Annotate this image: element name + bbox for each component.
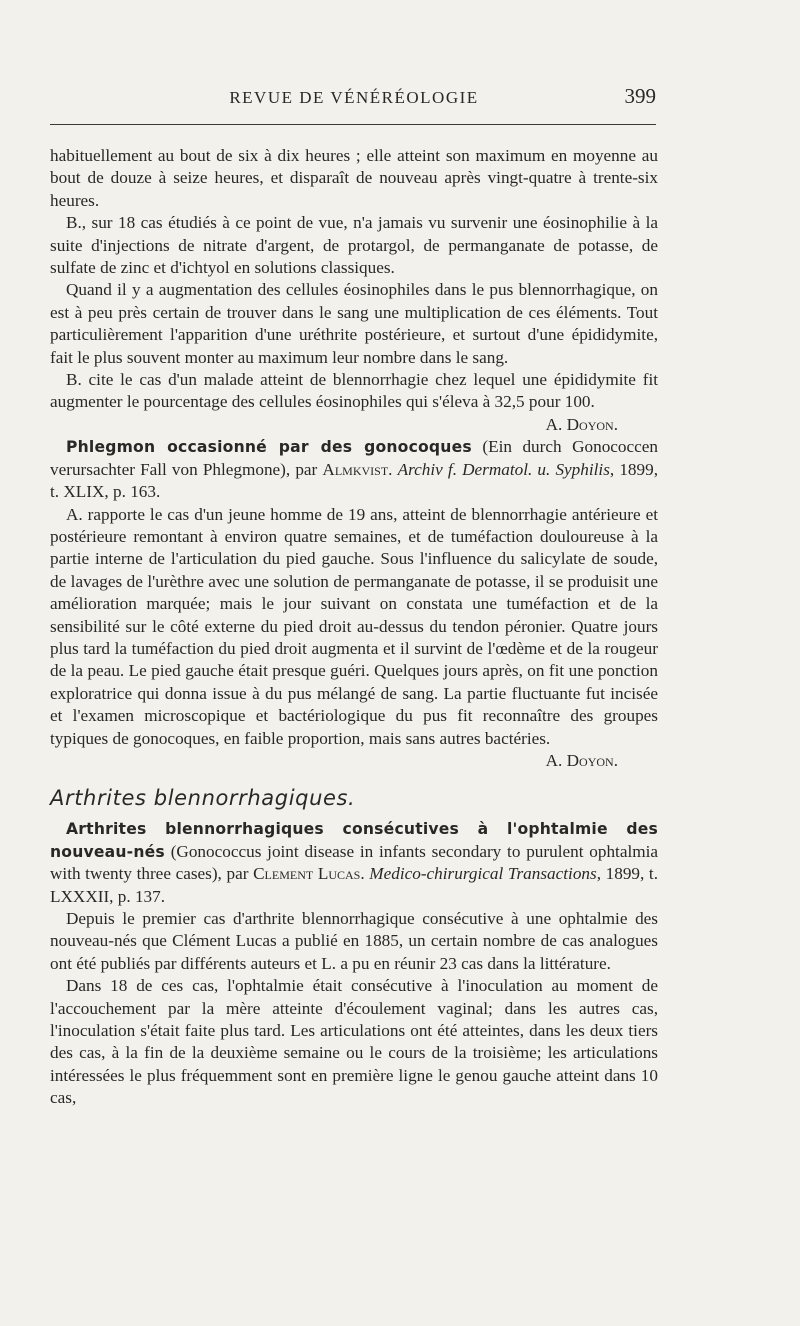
author-name: Almkvist [322,459,389,479]
paragraph: B., sur 18 cas étudiés à ce point de vue, n'a jamais vu survenir une éosinophilie à la suite d'injections de nitrate d'argent, de protargol, de permanganate de potasse, de sulfate de zinc et d'ichtyol en solutions classiques. [50,213,658,278]
paragraph-text: A. rapporte le cas d'un jeune homme de 19 ans, atteint de blennorrhagie antérieure et postérieure remontant à environ quatre semaines, et de tuméfaction douloureuse à la partie interne de l'articulation du pied gauche. Sous l'influence du salicylate de soude, de lavages de l'urèthre avec une solution de permanganate de potasse, il se produisit une amélioration marquée; mais le jour suivant on constata une tuméfaction et de la sensibilité sur le côté externe du pied droit au-dessus du tendon péronier. Quatre jours plus tard la tuméfaction du pied droit augmenta et il survint de l'œdème et de la rougeur de la peau. Le pied gauche était presque guéri. Quelques jours après, on fit une ponction exploratrice qui donna issue à du pus mélangé de sang. La partie fluctuante fut incisée et l'examen microscopique et bactériologique du pus fit reconnaître des groupes typiques de gonocoques, en faible proportion, mais sans autres bactéries. [50,504,658,748]
paragraph [50,369,658,436]
citation-text: (Ein durch Gonococcen verursachter Fall von Phlegmone), par [50,437,659,479]
journal-name: Archiv f. Dermatol. u. Syphilis [397,459,610,479]
citation-separator: . [360,864,370,884]
signature: A. Doyon. [545,414,618,434]
paragraph [50,504,658,773]
section-heading: Arthrites blennorrhagiques. [50,786,356,811]
running-title: REVUE DE VÉNÉRÉOLOGIE [229,88,479,107]
author-name: Clement Lucas [253,864,361,884]
article-title: Arthrites blennorrhagiques consécutives à l'ophtalmie des nouveau-nés [50,820,658,861]
citation-text: (Gonococcus joint disease in infants secondary to purulent ophtalmia with twenty three cases), par [50,841,658,884]
paragraph-text: B. cite le cas d'un malade atteint de blennorrhagie chez lequel une épididymite fit augmenter le pourcentage des cellules éosinophiles qui s'éleva à 32,5 pour 100. [50,370,658,412]
signature: A. Doyon. [545,750,618,770]
header-rule [50,124,656,125]
citation-details: , 1899, t. LXXXII, p. 137. [50,864,659,906]
journal-page [50,84,659,1108]
citation-details: , 1899, t. XLIX, p. 163. [50,459,658,502]
page-number: 399 [624,84,656,108]
paragraph: habituellement au bout de six à dix heures ; elle atteint son maximum en moyenne au bout de douze à seize heures, et disparaît de nouveau après vingt-quatre à trente-six heures. [50,146,658,210]
article-citation [50,436,658,503]
article-title: Phlegmon occasionné par des gonocoques [66,438,472,457]
paragraph: Dans 18 de ces cas, l'ophtalmie était consécutive à l'inoculation au moment de l'accouchement par la mère atteinte d'écoulement vaginal; dans les autres cas, l'inoculation s'était faite plus tard. Les articulations ont été atteintes, dans les deux tiers des cas, à la fin de la deuxième semaine ou le cours de la troisième; les articulations intéressées le plus fréquemment sont en première ligne le genou gauche atteint dans 10 cas, [50,976,658,1108]
article-citation [50,818,658,908]
journal-name: Medico-chirurgical Transactions [369,864,597,884]
paragraph: Depuis le premier cas d'arthrite blennorrhagique consécutive à une ophtalmie des nouveau-nés que Clément Lucas a publié en 1885, un certain nombre de cas analogues ont été publiés par différents auteurs et L. a pu en réunir 23 cas dans la littérature. [50,909,658,973]
page-body [50,145,658,1110]
paragraph: Quand il y a augmentation des cellules éosinophiles dans le pus blennorrhagique, on est à peu près certain de trouver dans le sang une multiplication de ces éléments. Tout particulièrement l'apparition d'une uréthrite postérieure, et surtout d'une épididymite, fait le plus souvent monter au maximum leur nombre dans le sang. [50,280,658,367]
page-header [50,84,658,112]
citation-separator: . [388,459,398,479]
